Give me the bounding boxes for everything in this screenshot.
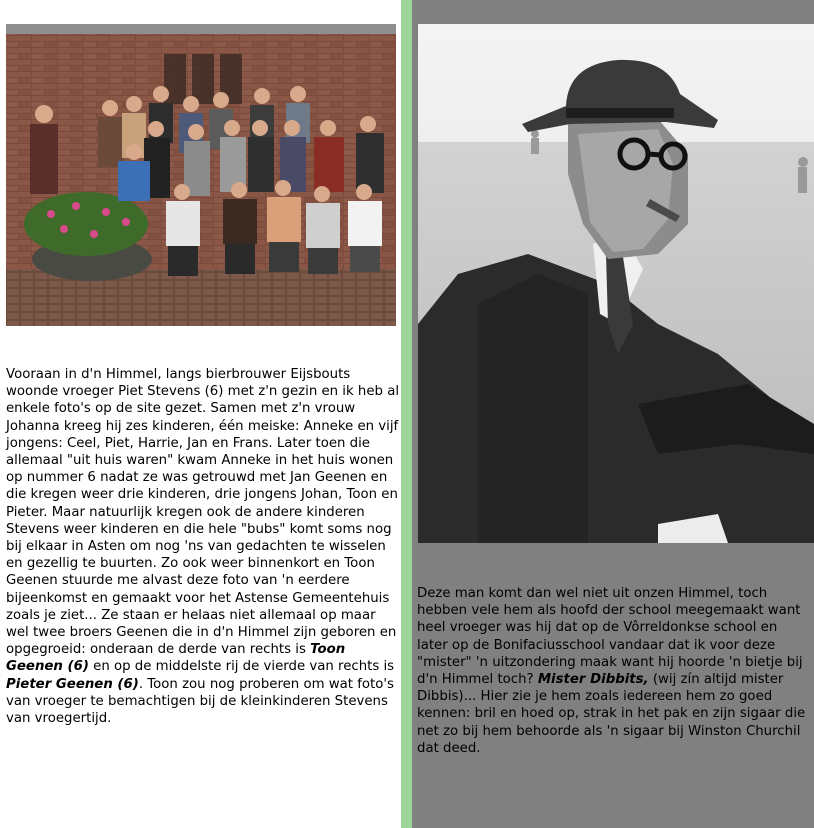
person-name-mister-dibbits: Mister Dibbits,	[537, 672, 649, 688]
right-column	[412, 0, 814, 828]
portrait-photo	[418, 24, 814, 543]
left-column	[0, 0, 400, 828]
story-paragraph-right	[417, 585, 810, 757]
story-paragraph-left	[6, 366, 400, 727]
story-text-part1: Vooraan in d'n Himmel, langs bierbrouwer Eijsbouts woonde vroeger Piet Stevens (6) met z'n gezin en ik heb al enkele foto's op de site gezet. Samen met z'n vrouw Johanna kreeg hij zes kinderen, één meiske: Anneke en vijf jongens: Ceel, Piet, Harrie, Jan en Frans. Later toen die allemaal "uit huis waren" kwam Anneke in het huis wonen op nummer 6 nadat ze was getrouwd met Jan Geenen en die kregen weer drie kinderen, drie jongens Johan, Toon en Pieter. Maar natuurlijk kregen ook de andere kinderen Stevens weer kinderen en die hele "bubs" komt soms nog bij elkaar in Asten om nog 'ns van gedachten te wisselen en gezellig te buurten. Zo ook weer binnenkort en Toon Geenen stuurde me alvast deze foto van 'n eerdere bijeenkomst en gemaakt voor het Astense Gemeentehuis zoals je ziet... Ze staan er helaas niet allemaal op maar wel twee broers Geenen die in d'n Himmel zijn geboren en opgegroeid: onderaan de derde van rechts is	[6, 367, 400, 658]
person-name-pieter-geenen: Pieter Geenen (6)	[6, 676, 139, 692]
group-photo	[6, 24, 396, 326]
story-text-part1: Deze man komt dan wel niet uit onzen Himmel, toch hebben vele hem als hoofd der school meegemaakt want heel vroeger was hij dat op de Vôrreldonkse school en later op de Bonifaciusschool vandaar dat ik voor deze "mister" 'n uitzondering maak want hij hoorde 'n bietje bij d'n Himmel toch?	[417, 586, 803, 688]
story-text-part2: en op de middelste rij de vierde van rechts is	[88, 659, 395, 675]
story-text-part2: (wij zín altijd mister Dibbis)... Hier zie je hem zoals iedereen hem zo goed kennen: bril en hoed op, strak in het pak en zijn sigaar die net zo bij hem behoorde als 'n sigaar bij Winston Churchil dat deed.	[417, 672, 806, 756]
story-text-part3: . Toon zou nog proberen om wat foto's van vroeger te bemachtigen bij de kleinkinderen Stevens van vroegertijd.	[6, 676, 394, 727]
column-divider	[401, 0, 412, 828]
person-name-toon-geenen: Toon Geenen (6)	[6, 642, 346, 675]
